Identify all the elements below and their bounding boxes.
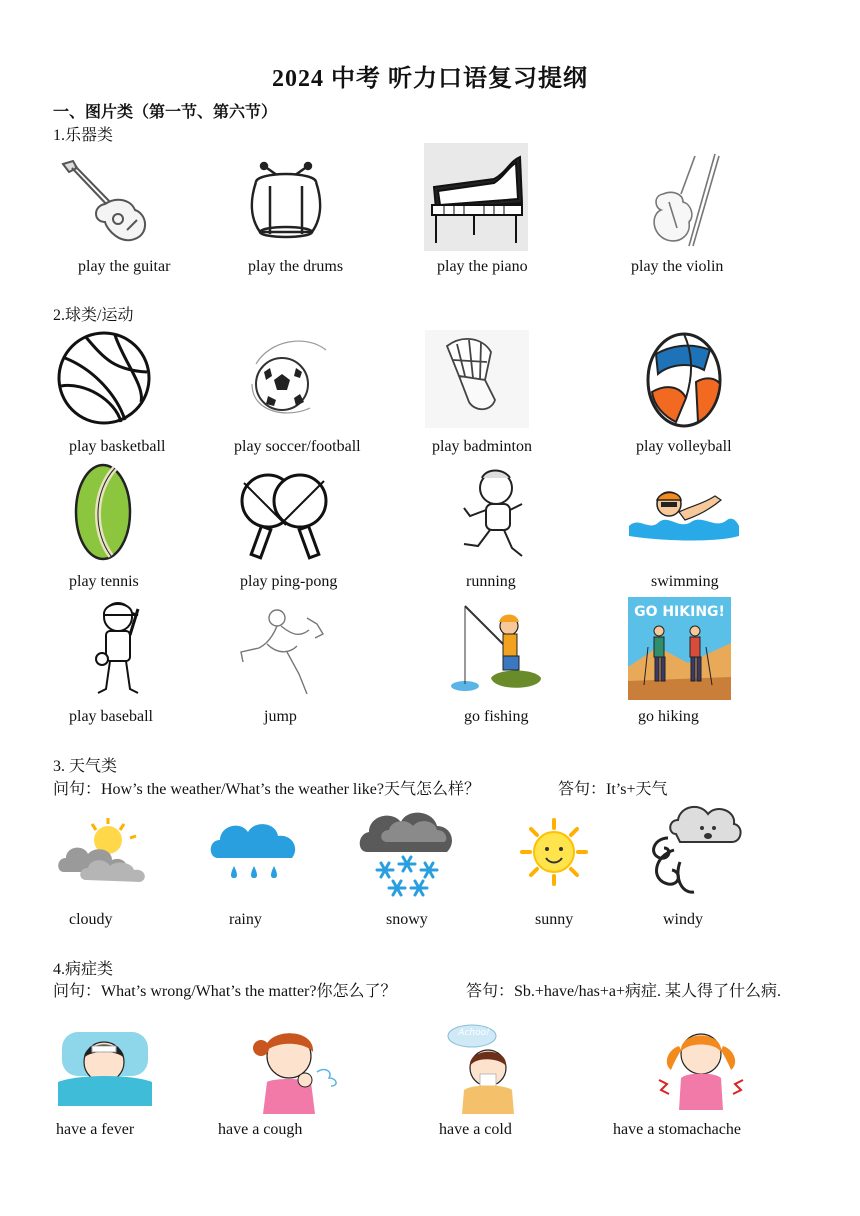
caption-sunny: sunny <box>535 911 574 928</box>
stomachache-girl-image <box>653 1020 749 1114</box>
caption-stomachache: have a stomachache <box>613 1121 741 1138</box>
piano-image <box>424 143 528 251</box>
caption-piano: play the piano <box>437 258 528 275</box>
caption-volleyball: play volleyball <box>636 438 732 455</box>
caption-fever: have a fever <box>56 1121 135 1138</box>
section-header: 一、图片类（第一节、第六节） <box>53 104 278 121</box>
caption-running: running <box>466 573 516 590</box>
fever-kid-image <box>58 1028 152 1110</box>
sports-heading: 2.球类/运动 <box>53 307 134 324</box>
swimmer-image <box>629 486 739 544</box>
baseball-player-image <box>94 599 142 697</box>
caption-cold: have a cold <box>439 1121 512 1138</box>
caption-drums: play the drums <box>248 258 344 275</box>
caption-cloudy: cloudy <box>69 911 113 928</box>
basketball-image <box>55 330 153 426</box>
sunny-icon <box>520 818 588 886</box>
violin-image <box>633 154 723 250</box>
snowy-icon <box>357 802 457 902</box>
fishing-image <box>447 604 543 694</box>
caption-soccer: play soccer/football <box>234 438 361 455</box>
guitar-image <box>55 156 155 251</box>
weather-answer: 答句：It’s+天气 <box>558 781 668 798</box>
cloudy-icon <box>56 818 152 886</box>
instruments-heading: 1.乐器类 <box>53 127 114 144</box>
caption-windy: windy <box>663 911 703 928</box>
caption-snowy: snowy <box>386 911 428 928</box>
caption-baseball: play baseball <box>69 708 153 725</box>
caption-ping-pong: play ping-pong <box>240 573 338 590</box>
weather-heading: 3. 天气类 <box>53 758 118 775</box>
weather-question: 问句：How’s the weather/What’s the weather like?天气怎么样？ <box>53 781 481 798</box>
caption-violin: play the violin <box>631 258 724 275</box>
caption-swimming: swimming <box>651 573 719 590</box>
tennis-ball-image <box>73 462 133 562</box>
caption-fishing: go fishing <box>464 708 529 725</box>
ping-pong-paddles-image <box>238 463 332 561</box>
rainy-icon <box>210 818 298 886</box>
page-title: 2024 中考 听力口语复习提纲 <box>272 66 588 92</box>
cold-speech-bubble-text: Achoo! <box>458 1028 490 1038</box>
caption-rainy: rainy <box>229 911 262 928</box>
jumping-person-image <box>237 604 331 702</box>
drum-image <box>250 160 322 240</box>
caption-hiking: go hiking <box>638 708 699 725</box>
illness-question: 问句：What’s wrong/What’s the matter?你怎么了？ <box>53 983 397 1000</box>
caption-guitar: play the guitar <box>78 258 171 275</box>
volleyball-image <box>646 332 722 428</box>
illness-answer: 答句：Sb.+have/has+a+病症. 某人得了什么病. <box>466 983 782 1000</box>
cough-girl-image <box>253 1022 339 1114</box>
hiking-sign-text: GO HIKING! <box>634 604 725 620</box>
illness-heading: 4.病症类 <box>53 961 114 978</box>
shuttlecock-image <box>425 330 529 428</box>
caption-cough: have a cough <box>218 1121 303 1138</box>
caption-jump: jump <box>264 708 297 725</box>
caption-badminton: play badminton <box>432 438 532 455</box>
running-kid-image <box>456 464 528 564</box>
caption-tennis: play tennis <box>69 573 139 590</box>
soccer-ball-image <box>250 334 328 418</box>
caption-basketball: play basketball <box>69 438 166 455</box>
windy-icon <box>640 798 744 902</box>
